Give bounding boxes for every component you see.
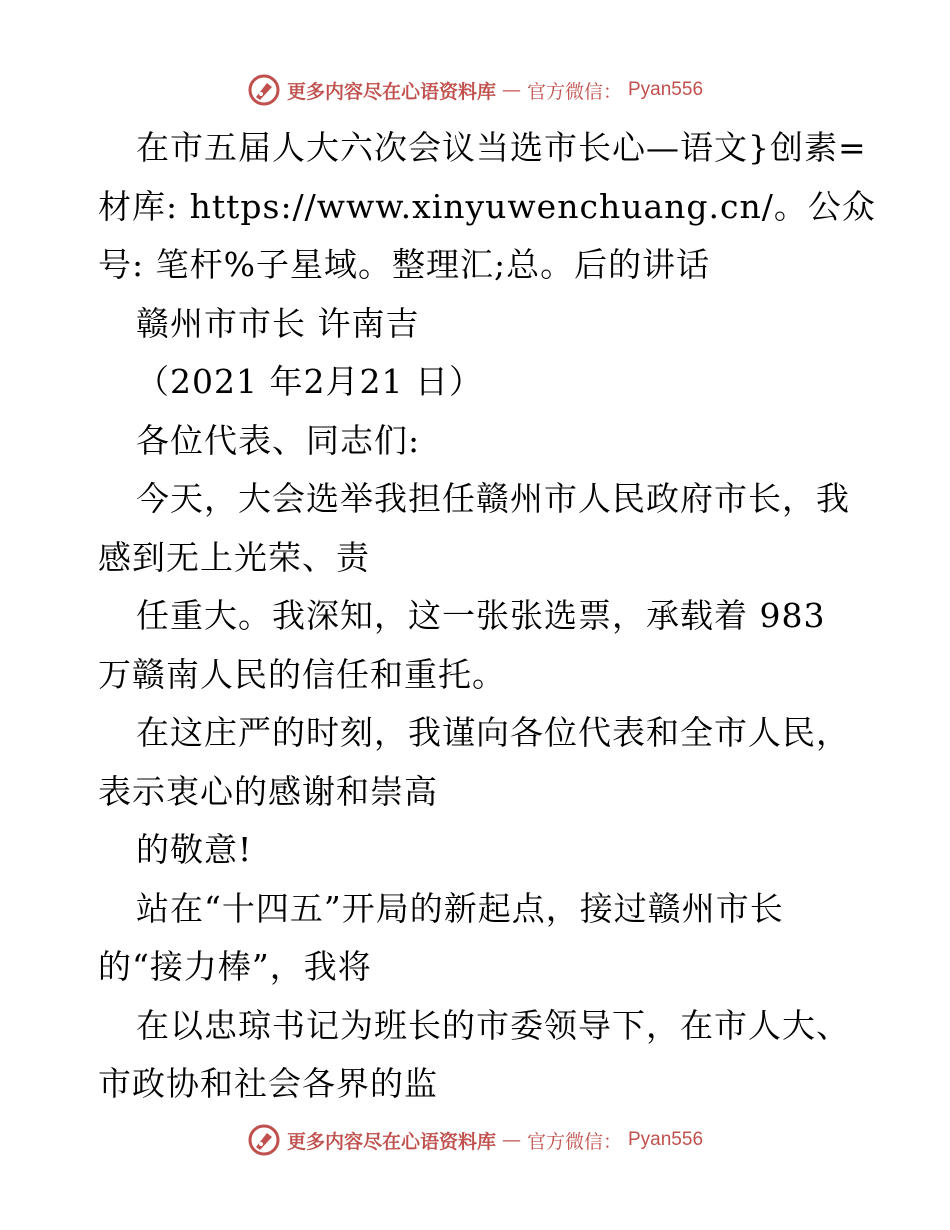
banner-text: 更多内容尽在心语资料库 [286,80,496,103]
text-line: 今天，大会选举我担任赣州市人民政府市长，我 [136,479,850,518]
banner-wechat-id: Pyan556 [628,79,704,100]
banner-wechat-label: 官方微信： [526,80,622,103]
banner-dash: — [501,1129,521,1151]
text-line: 号: 笔杆%子星域。整理汇;总。后的讲话 [98,245,711,284]
text-line: 在这庄严的时刻，我谨向各位代表和全市人民， [136,713,850,752]
text-line: 在市五届人大六次会议当选市长心—语文}创素= [136,128,867,167]
banner-dash: — [501,79,521,101]
pen-nib-logo-icon [247,73,281,107]
text-line: 的敬意! [136,830,253,869]
document-body [98,119,876,1114]
pen-nib-logo-icon [247,1123,281,1157]
header-banner [0,70,950,110]
text-line: 材库: https://www.xinyuwenchuang.cn/。公众 [98,186,876,226]
salutation-line: 各位代表、同志们: [136,420,421,460]
text-line: 万赣南人民的信任和重托。 [98,654,506,694]
banner-wechat-id: Pyan556 [628,1129,704,1150]
text-line: 感到无上光荣、责 [98,537,370,577]
speaker-line: 赣州市市长 许南吉 [136,303,420,343]
text-line: 的“接力棒”，我将 [98,947,372,986]
banner-text: 更多内容尽在心语资料库 [286,1130,496,1153]
text-line: 站在“十四五”开局的新起点，接过赣州市长 [136,888,784,928]
text-line: 在以忠琼书记为班长的市委领导下，在市人大、 [136,1005,850,1045]
banner-wechat-label: 官方微信： [526,1130,622,1153]
text-line: 表示衷心的感谢和崇高 [98,771,438,811]
text-line: 市政协和社会各界的监 [98,1064,438,1103]
date-line: （2021 年2月21 日） [136,362,483,401]
text-line: 任重大。我深知，这一张张选票，承载着 983 [136,596,826,635]
footer-banner [0,1120,950,1160]
